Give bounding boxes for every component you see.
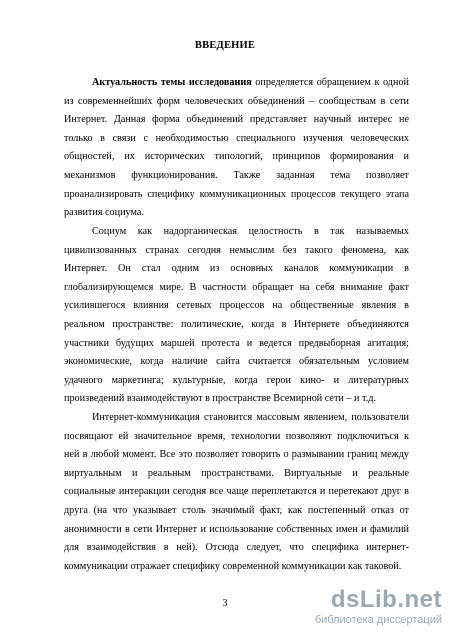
paragraph-relevance <box>64 74 409 223</box>
paragraph-line: из современнейших форм человеческих объединений – сообществам в сети <box>64 95 409 107</box>
paragraph-line: усилившегося влияния сетевых процессов на общественные явления в <box>64 300 409 312</box>
paragraph-line: произведений взаимодействуют в пространстве Всемирной сети – и т.д. <box>64 393 377 405</box>
paragraph-line: анонимности в сети Интернет и использование собственных имен и фамилий <box>64 523 409 535</box>
paragraph-line: посвящают ей значительное время, технологии позволяют подключиться к <box>64 430 409 442</box>
paragraph-line: Интернет. Данная форма объединений представляет научный интерес не <box>64 114 409 126</box>
paragraph-line: глобализирующемся мире. В частности обращает на себя внимание факт <box>64 281 409 293</box>
paragraph-line: Интернет. Он стал одним из основных каналов коммуникации в <box>64 263 409 275</box>
paragraph-line <box>64 74 409 93</box>
paragraph-line: механизмов функционирования. Также заданная тема позволяет <box>64 169 409 181</box>
paragraph-line: экономические, когда наличие сайта считается обязательным условием <box>64 356 409 368</box>
paragraph-line: развития социума. <box>64 207 144 219</box>
paragraph-line: друга (на что указывает столь значимый факт, как постепенный отказ от <box>64 504 409 516</box>
relevance-heading: Актуальность темы исследования <box>92 77 252 88</box>
paragraph-line: ней в любой момент. Все это позволяет говорить о размывании границ между <box>64 449 409 461</box>
page-number: 3 <box>222 598 228 609</box>
paragraph-line: проанализировать специфику коммуникационных процессов текущего этапа <box>64 188 409 200</box>
paragraph-line: Социум как надорганическая целостность в так называемых <box>92 226 409 237</box>
paragraph-line: удачного маркетинга; культурные, когда герои кино- и литературных <box>64 374 409 386</box>
paragraph-text: определяется обращением к одной <box>251 77 409 88</box>
paragraph-line: цивилизованных странах сегодня немыслим без такого феномена, как <box>64 244 409 256</box>
paragraph-line: виртуальным и реальным пространствами. Виртуальные и реальные <box>64 467 409 479</box>
paragraph-society <box>64 223 409 409</box>
paragraph-line: социальные интеракции сегодня все чаще переплетаются и перетекают друг в <box>64 486 409 498</box>
paragraph-line: коммуникации отражает специфику современной коммуникации как таковой. <box>64 560 402 572</box>
paragraph-line: реальном пространстве: политические, когда в Интернете объединяются <box>64 318 409 330</box>
watermark-logo: dsLib.net <box>330 586 442 613</box>
paragraph-line: Интернет-коммуникация становится массовым явлением, пользователи <box>92 412 409 423</box>
paragraph-internet-communication <box>64 409 409 576</box>
page-title: ВВЕДЕНИЕ <box>194 40 256 51</box>
paragraph-line: общностей, их исторических типологий, принципов формирования и <box>64 151 409 163</box>
paragraph-line: участники будущих маршей протеста и ведется предвыборная агитация; <box>64 337 409 349</box>
paragraph-line: только в связи с необходимостью специального изучения человеческих <box>64 132 409 144</box>
dslib-watermark[interactable] <box>292 587 442 629</box>
paragraph-line: для взаимодействия в ней). Отсюда следует, что специфика интернет- <box>64 542 409 554</box>
watermark-subtitle: библиотека диссертаций <box>314 614 442 626</box>
